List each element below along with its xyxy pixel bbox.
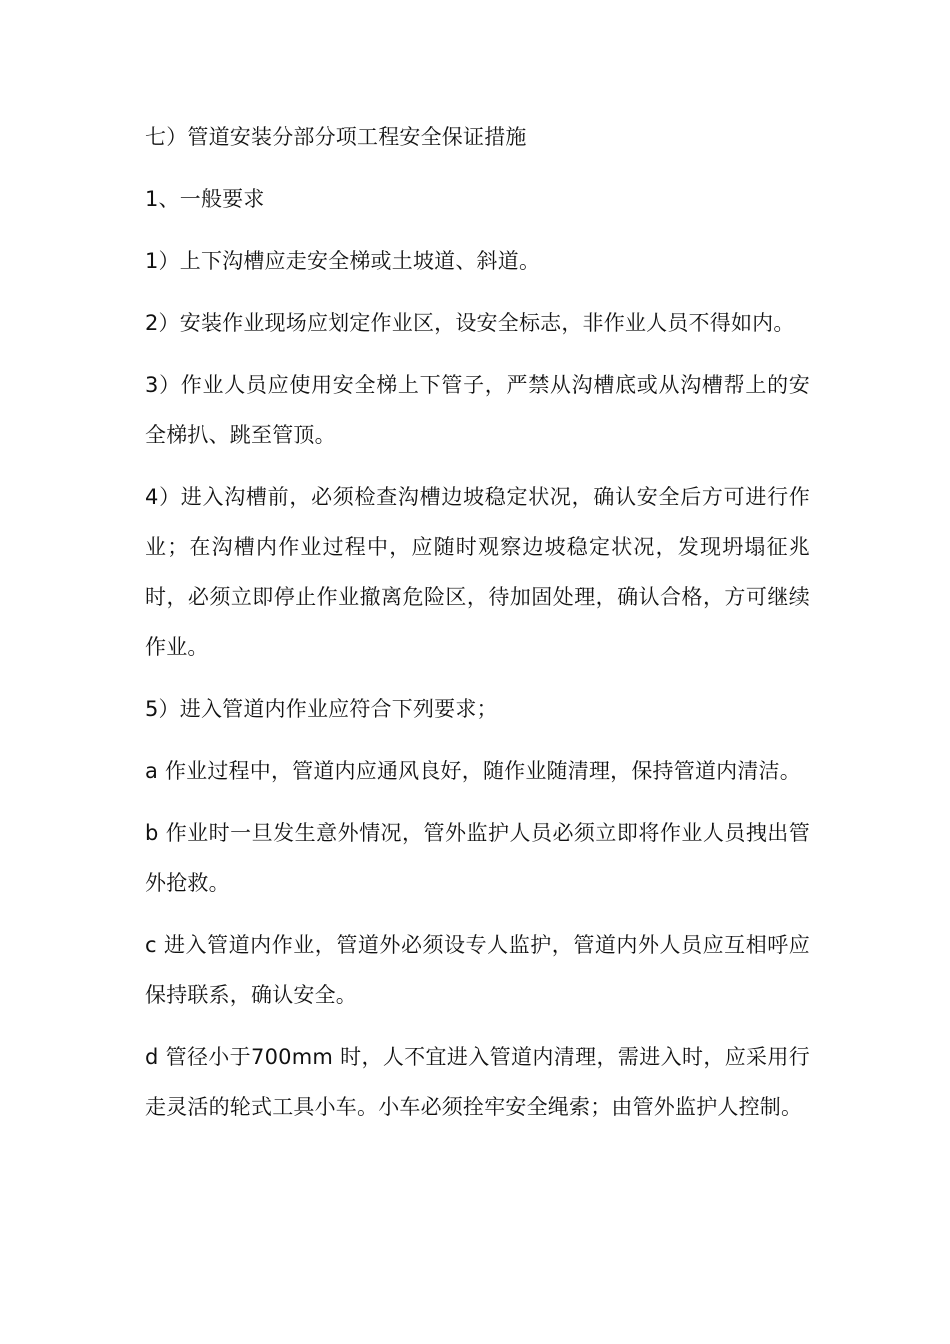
sub-requirement-item: b 作业时一旦发生意外情况，管外监护人员必须立即将作业人员拽出管外抢救。 bbox=[145, 821, 810, 895]
sub-requirement-item: d 管径小于700mm 时，人不宜进入管道内清理，需进入时，应采用行走灵活的轮式工具小车。小车必须拴牢安全绳索；由管外监护人控制。 bbox=[145, 1045, 810, 1119]
sub-requirement-item: a 作业过程中，管道内应通风良好，随作业随清理，保持管道内清洁。 bbox=[145, 759, 801, 783]
requirement-item: 4）进入沟槽前，必须检查沟槽边坡稳定状况，确认安全后方可进行作业；在沟槽内作业过程中，应随时观察边坡稳定状况，发现坍塌征兆时，必须立即停止作业撤离危险区，待加固处理，确认合格，方可继续作业。 bbox=[145, 485, 810, 659]
section-heading: 七）管道安装分部分项工程安全保证措施 bbox=[145, 125, 527, 149]
requirement-item: 2）安装作业现场应划定作业区，设安全标志，非作业人员不得如内。 bbox=[145, 311, 795, 335]
sub-requirement-item: c 进入管道内作业，管道外必须设专人监护，管道内外人员应互相呼应保持联系，确认安全。 bbox=[145, 933, 810, 1007]
document-body bbox=[145, 112, 810, 1144]
requirement-item: 5）进入管道内作业应符合下列要求； bbox=[145, 697, 498, 721]
requirement-item: 3）作业人员应使用安全梯上下管子，严禁从沟槽底或从沟槽帮上的安全梯扒、跳至管顶。 bbox=[145, 373, 810, 447]
subsection-heading: 1、一般要求 bbox=[145, 187, 265, 211]
requirement-item: 1）上下沟槽应走安全梯或土坡道、斜道。 bbox=[145, 249, 541, 273]
